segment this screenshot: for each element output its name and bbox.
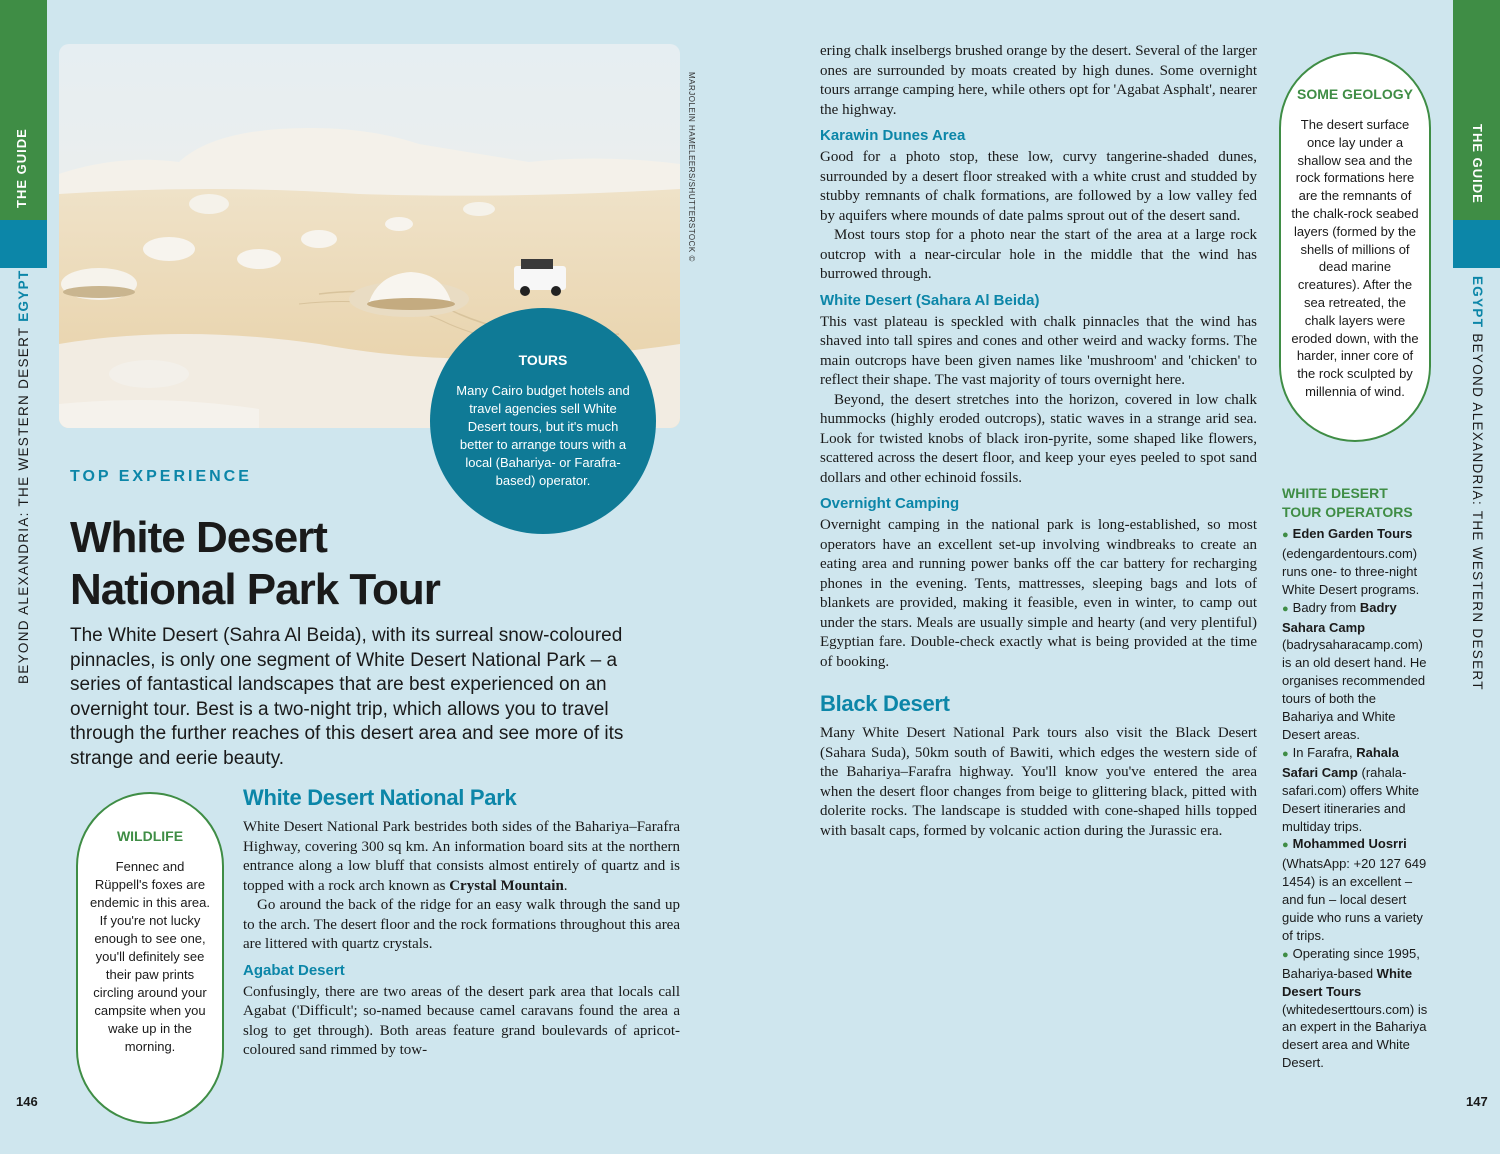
guide-tab-label-left: THE GUIDE <box>14 128 29 208</box>
karawin-paragraph-1: Good for a photo stop, these low, curvy tangerine-shaded dunes, surrounded by a desert floor streaked with a white crust and studded by stubby remnants of chalk formations, are followed by a low valley fed by aquifers where mounds of date palms sprout out of the desert sand. <box>820 149 1257 224</box>
tour-operator-item: ● Mohammed Uosrri (WhatsApp: +20 127 649 1454) is an excellent – and fun – local desert guide who runs a variety of trips. <box>1282 836 1427 943</box>
tour-operator-name: Eden Garden Tours <box>1292 526 1413 541</box>
page-number-left: 146 <box>16 1094 38 1109</box>
page-number-right: 147 <box>1466 1094 1488 1109</box>
tour-operators-title: WHITE DESERT TOUR OPERATORS <box>1282 485 1413 520</box>
tour-operator-item: ● Eden Garden Tours (edengardentours.com) runs one- to three-night White Desert programs. <box>1282 526 1420 597</box>
section-heading-agabat: Agabat Desert <box>243 961 345 979</box>
bullet-icon: ● <box>1282 839 1289 852</box>
wildlife-callout-title: WILDLIFE <box>116 828 184 844</box>
tour-operator-name: Rahala Safari Camp <box>1282 744 1399 780</box>
page-title: White Desert National Park Tour <box>70 513 440 614</box>
geology-callout <box>1279 52 1431 442</box>
bullet-icon: ● <box>1282 529 1289 541</box>
tour-operator-item: ● Operating since 1995, Bahariya-based White Desert Tours (whitedeserttours.com) is an expert in the Bahariya desert area and White Desert. <box>1282 945 1428 1071</box>
park-paragraph-1: White Desert National Park bestrides both sides of the Bahariya–Farafra Highway, covering 300 sq km. An information board sits at the northern entrance along a low bluff that consists almost entirely of quartz and is topped with a rock arch known as Crystal Mountain. <box>243 819 680 894</box>
black-desert-paragraph-1: Many White Desert National Park tours also visit the Black Desert (Sahara Suda), 50km south of Bawiti, which edges the western side of the Bahariya–Farafra highway. You'll know you've entered the area when the desert floor changes from beige to glittering black, pitted with dolerite rocks. The landscape is studded with cone-shaped hills topped with basalt caps, formed by volcanic action during the Jurassic era. <box>820 725 1257 839</box>
section-heading-park: White Desert National Park <box>243 785 517 810</box>
tour-operator-item: ● In Farafra, Rahala Safari Camp (rahala-safari.com) offers White Desert itineraries and multiday trips. <box>1282 744 1420 834</box>
tours-callout-text: Many Cairo budget hotels and travel agencies sell White Desert tours, but it's much better to arrange tours with a local (Bahariya- or Farafra-based) operator. <box>456 383 630 488</box>
geology-callout-title: SOME GEOLOGY <box>1297 86 1413 102</box>
wildlife-callout-text: Fennec and Rüppell's foxes are endemic in this area. If you're not lucky enough to see one, you'll definitely see their paw prints circling around your campsite when you wake up in the morning. <box>90 859 210 1054</box>
agabat-paragraph-1: Confusingly, there are two areas of the desert park area that locals call Agabat ('Difficult'; so-named because camel caravans found the area a slog to get through). Both areas feature grand boulevards of apricot-coloured sand rimmed by tow- <box>243 983 680 1058</box>
right-side-strip <box>1453 0 1500 1154</box>
left-side-strip <box>0 0 47 1154</box>
running-head-left: BEYOND ALEXANDRIA: THE WESTERN DESERT EGYPT <box>16 269 31 684</box>
bullet-icon: ● <box>1282 948 1289 961</box>
bullet-icon: ● <box>1282 747 1289 760</box>
photo-credit: MARJOLEIN HAMELEERS/SHUTTERSTOCK © <box>687 72 696 262</box>
wildlife-callout <box>76 792 224 1124</box>
section-tab-right <box>1453 220 1500 268</box>
section-heading-white-desert: White Desert (Sahara Al Beida) <box>820 291 1040 309</box>
tour-operator-name: Mohammed Uosrri <box>1292 836 1407 852</box>
bullet-icon: ● <box>1282 602 1289 615</box>
section-tab-left <box>0 220 47 268</box>
guide-tab-label-right: THE GUIDE <box>1470 124 1485 204</box>
tours-callout-title: TOURS <box>518 352 568 368</box>
tour-operator-item: ● Badry from Badry Sahara Camp (badrysaharacamp.com) is an old desert hand. He organises recommended tours of both the Bahariya and White Desert areas. <box>1282 599 1427 742</box>
white-desert-paragraph-2: Beyond, the desert stretches into the horizon, covered in low chalk hummocks (highly eroded outcrops), static waves in a strange arid sea. Look for twisted knobs of black iron-pyrite, some shaped like flowers, scattered across the desert floor, and keep your eyes peeled to spot sand dollars and other echinoid fossils. <box>820 391 1257 486</box>
white-desert-paragraph-1: This vast plateau is speckled with chalk pinnacles that the wind has shaved into tall spires and cones and other weird and wacky forms. The main outcrops have been given names like 'mushroom' and 'chicken' to reflect their shape. The vast majority of tours overnight here. <box>820 313 1257 388</box>
tour-operator-name: Badry Sahara Camp <box>1282 599 1397 635</box>
running-head-right: EGYPT BEYOND ALEXANDRIA: THE WESTERN DESERT <box>1470 276 1485 691</box>
park-paragraph-2: Go around the back of the ridge for an easy walk through the sand up to the arch. The desert floor and the rock formations throughout this area are littered with quartz crystals. <box>243 897 680 952</box>
section-heading-camping: Overnight Camping <box>820 495 960 512</box>
section-heading-black-desert: Black Desert <box>820 691 950 716</box>
body-column-right <box>820 42 1257 841</box>
agabat-paragraph-continued: ering chalk inselbergs brushed orange by the desert. Several of the larger ones are surrounded by moats created by high dunes. Some overnight tours arrange camping here, while others opt for 'Agabat Asphalt', nearer the highway. <box>820 43 1257 118</box>
karawin-paragraph-2: Most tours stop for a photo near the start of the area at a large rock outcrop with a near-circular hole in the middle that the wind has burrowed through. <box>820 227 1257 282</box>
geology-callout-text: The desert surface once lay under a shallow sea and the rock formations here are the remnants of the chalk-rock seabed layers (formed by the shells of millions of dead marine creatures). After the sea retreated, the chalk layers were eroded down, with the harder, inner core of the rock sculpted by millennia of wind. <box>1291 117 1419 399</box>
crystal-mountain-label: Crystal Mountain <box>449 877 564 894</box>
tour-operators-sidebar <box>1282 484 1430 1072</box>
camping-paragraph-1: Overnight camping in the national park is long-established, so most operators have an excellent set-up involving windbreaks to create an eating area and running power banks off the car battery for recharging phones in the evening. Tents, mattresses, sleeping bags and lots of blankets are provided, making it feasible, even in winter, to camp out under the stars. Meals are usually simple and hearty (and very plentiful) Egyptian fare. Double-check exactly what is being provided at the time of booking. <box>820 517 1257 670</box>
section-heading-karawin: Karawin Dunes Area <box>820 127 966 144</box>
tours-callout <box>430 308 656 534</box>
top-experience-label: TOP EXPERIENCE <box>70 468 252 485</box>
tour-operator-name: White Desert Tours <box>1282 965 1413 999</box>
body-column-left <box>243 784 680 1061</box>
lead-paragraph: The White Desert (Sahra Al Beida), with its surreal snow-coloured pinnacles, is only one segment of White Desert National Park – a series of fantastical landscapes that are best experienced on an overnight tour. Best is a two-night trip, which allows you to travel through the further reaches of this desert area and see more of its strange and eerie beauty. <box>70 625 624 769</box>
tour-operators-list <box>1282 525 1430 1072</box>
